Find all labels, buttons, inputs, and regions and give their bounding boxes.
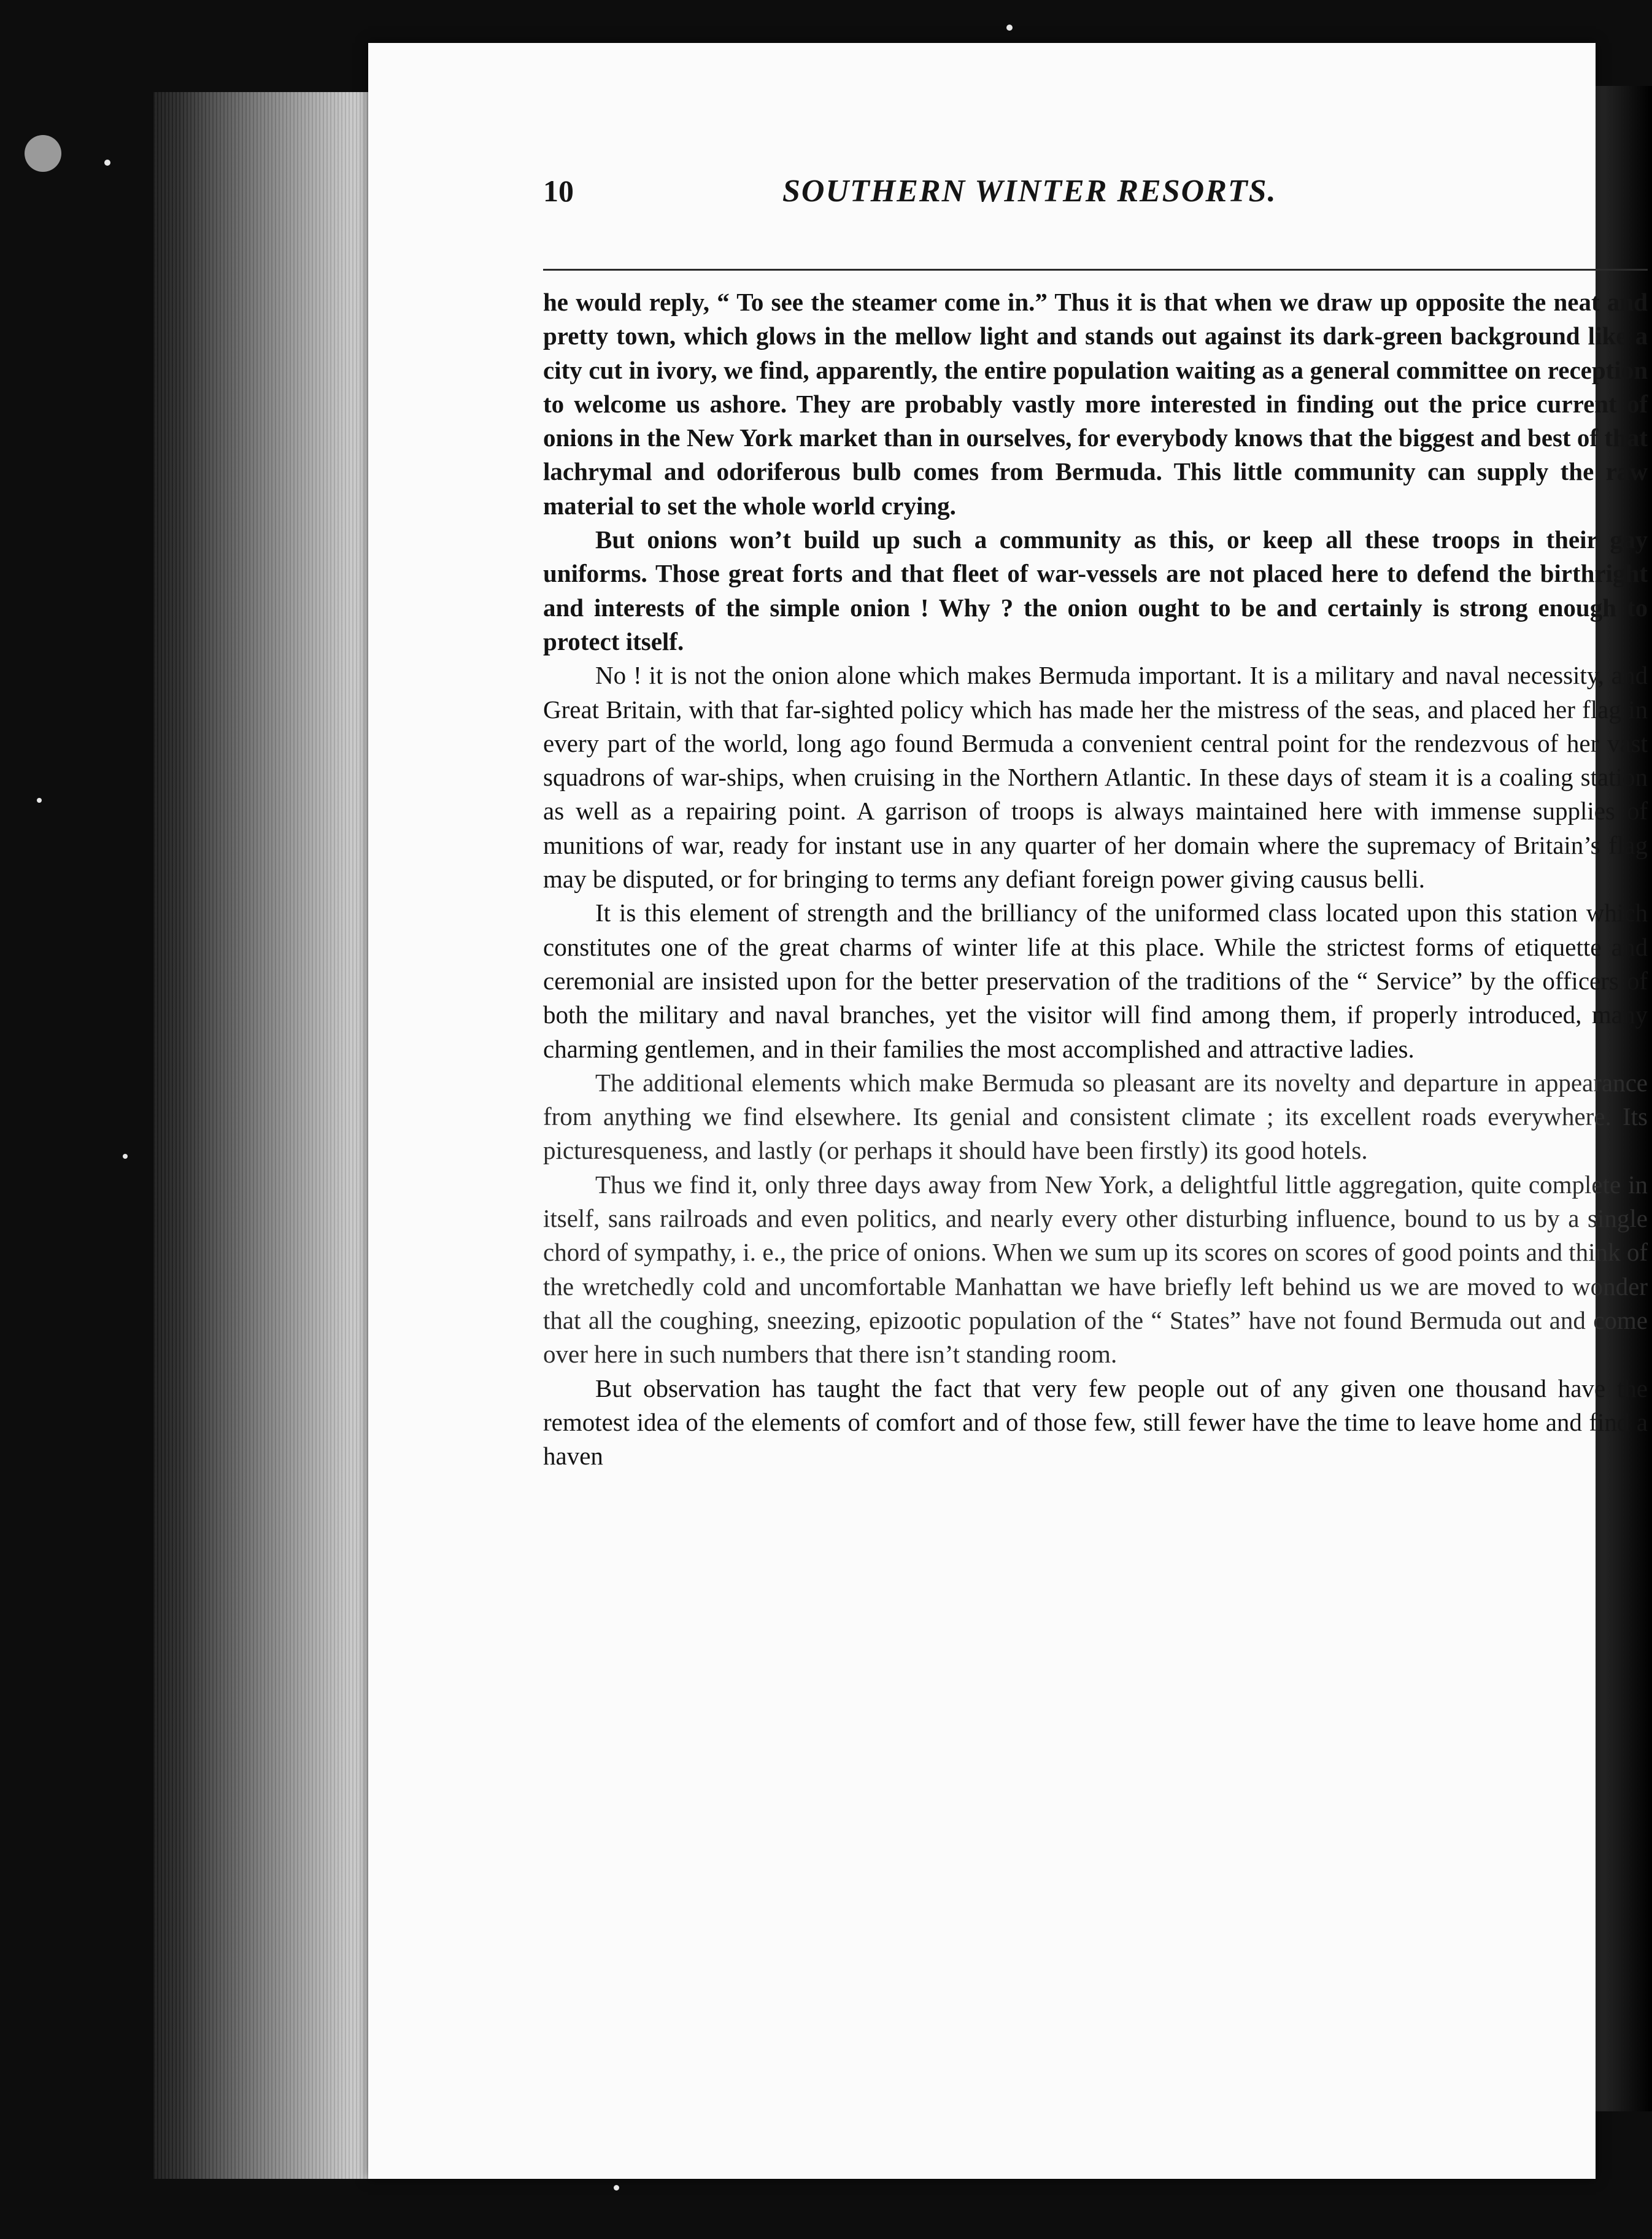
scan-speck [104, 160, 110, 166]
scan-speck [1006, 25, 1013, 31]
running-head [543, 173, 1652, 228]
paragraph-2: But onions won’t build up such a community as this, or keep all these troops in their gay uniforms. Those great forts and that fleet of war-vessels are not placed here to defend the birthright and interests of the simple onion ! Why ? the onion ought to be and certainly is strong enough to protect itself. [543, 525, 1648, 655]
running-title: SOUTHERN WINTER RESORTS. [782, 174, 1277, 209]
page-number: 10 [543, 174, 574, 208]
paragraph-6: Thus we find it, only three days away from New York, a delightful little aggregation, quite complete in itself, sans railroads and even politics, and nearly every other disturbing influence, bound to us by a single chord of sympathy, i. e., the price of onions. When we sum up its scores on scores of good points and think of the wretchedly cold and uncomfortable Manhattan we have briefly left behind us we are moved to wonder that all the coughing, sneezing, epizootic population of the “ States” have not found Bermuda out and come over here in such numbers that there isn’t standing room. [543, 1170, 1648, 1369]
paragraph-4: It is this element of strength and the brilliancy of the uniformed class located upon this station which constitutes one of the great charms of winter life at this place. While the strictest forms of etiquette and ceremonial are insisted upon for the better preservation of the traditions of the “ Service” by the officers of both the military and naval branches, yet the visitor will find among them, if properly introduced, many charming gentlemen, and in their families the most accomplished and attractive ladies. [543, 899, 1648, 1063]
scan-speck [25, 135, 61, 172]
book-page-edges [153, 92, 380, 2179]
scan-speck [614, 2185, 619, 2191]
header-rule [543, 269, 1648, 271]
paragraph-3: No ! it is not the onion alone which makes Bermuda important. It is a military and naval necessity, and Great Britain, with that far-sighted policy which has made her the mistress of the seas, and placed her flag in every part of the world, long ago found Bermuda a convenient central point for the rendezvous of her vast squadrons of war-ships, when cruising in the Northern Atlantic. In these days of steam it is a coaling station as well as a repairing point. A garrison of troops is always maintained here with immense supplies of munitions of war, ready for instant use in any quarter of her domain where the supremacy of Britain’s flag may be disputed, or for bringing to terms any defiant foreign power giving causus belli. [543, 661, 1648, 894]
scan-speck [37, 798, 42, 803]
paragraph-1: he would reply, “ To see the steamer come in.” Thus it is that when we draw up opposite the neat and pretty town, which glows in the mellow light and stands out against its dark-green background like a city cut in ivory, we find, apparently, the entire population waiting as a general committee on reception to welcome us ashore. They are probably vastly more interested in finding out the price current of onions in the New York market than in ourselves, for everybody knows that the biggest and best of that lachrymal and odoriferous bulb comes from Bermuda. This little community can supply the raw material to set the whole world crying. [543, 288, 1648, 520]
page-body [543, 285, 1648, 2053]
book-page [368, 43, 1648, 2179]
scan-speck [123, 1154, 128, 1159]
paragraph-5: The additional elements which make Bermuda so pleasant are its novelty and departure in appearance from anything we find elsewhere. Its genial and consistent climate ; its excellent roads everywhere. Its picturesqueness, and lastly (or perhaps it should have been firstly) its good hotels. [543, 1068, 1648, 1165]
paragraph-7: But observation has taught the fact that very few people out of any given one thousand have the remotest idea of the elements of comfort and of those few, still fewer have the time to leave home and find a haven [543, 1374, 1648, 1471]
